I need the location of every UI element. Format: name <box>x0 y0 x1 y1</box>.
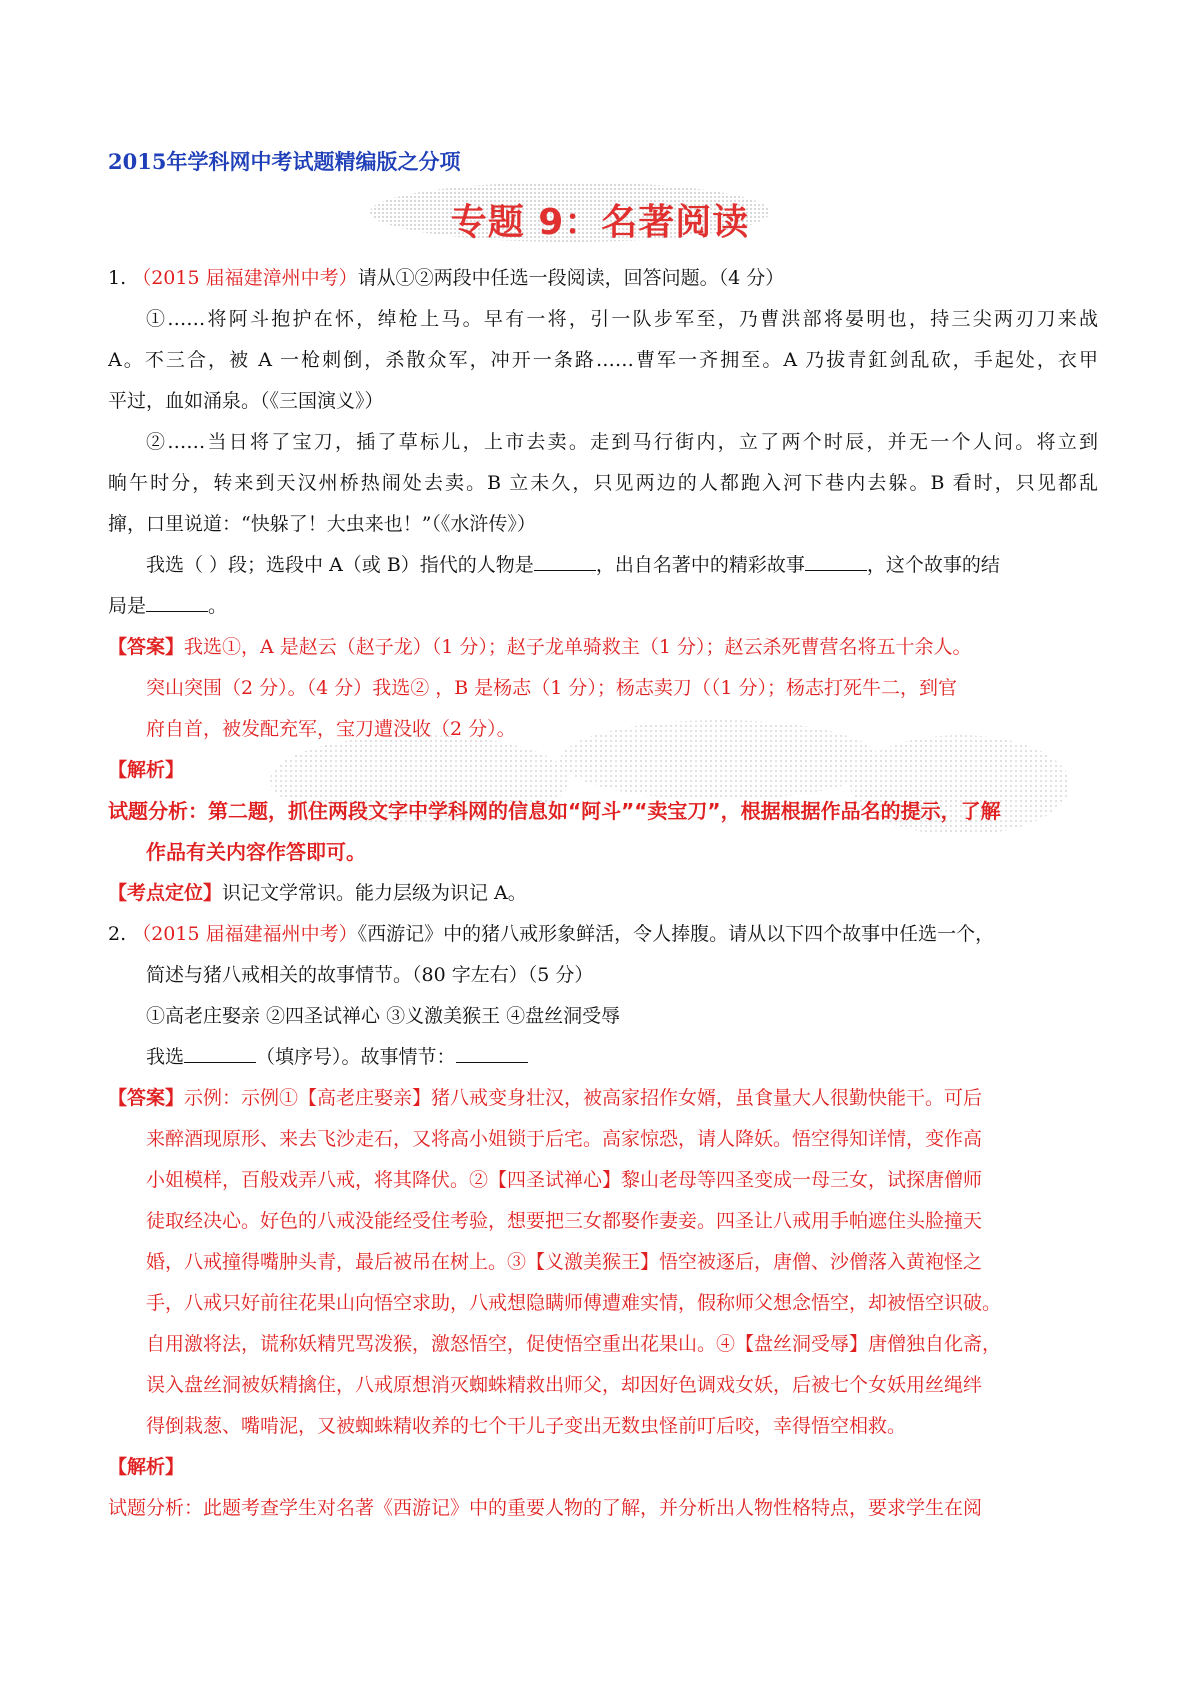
answer-blank <box>456 1044 528 1063</box>
question-number: 1. <box>108 267 127 289</box>
answer-line: 突山突围（2 分）。（4 分）我选② ，B 是杨志（1 分）；杨志卖刀（（1 分）；杨志打死牛二，到官 <box>146 677 958 699</box>
page-title: 专题 9：名著阅读 <box>450 202 750 243</box>
question-1-header <box>108 258 1098 299</box>
passage-line: 平过，血如涌泉。（《三国演义》） <box>108 390 384 412</box>
task-text: 。 <box>208 595 228 617</box>
analysis-line: 试题分析：第二题，抓住两段文字中学科网的信息如“阿斗”“卖宝刀”，根据根据作品名的提示，了解 <box>108 799 1001 823</box>
answer-line: 婚，八戒撞得嘴肿头青，最后被吊在树上。③【义激美猴王】悟空被逐后，唐僧、沙僧落入黄袍怪之 <box>146 1251 983 1273</box>
answer-blank <box>184 1044 256 1063</box>
passage-line: 撺，口里说道：“快躲了！大虫来也！”（《水浒传》） <box>108 513 536 535</box>
answer-line: 府自首，被发配充军，宝刀遭没收（2 分）。 <box>146 718 516 740</box>
task-text: 我选（ ）段；选段中 A（或 B）指代的人物是 <box>146 554 534 576</box>
analysis-line: 作品有关内容作答即可。 <box>146 840 366 864</box>
answer-line: 得倒栽葱、嘴啃泥，又被蜘蛛精收养的七个干儿子变出无数虫怪前叮后咬，幸得悟空相救。 <box>146 1415 907 1437</box>
point-location <box>108 873 1098 914</box>
question-number: 2. <box>108 923 127 945</box>
question-2-header <box>108 914 1098 955</box>
task-text: （填序号）。故事情节： <box>256 1046 456 1068</box>
task-text: ，这个故事的结 <box>866 554 1000 576</box>
answer-blank <box>805 552 867 571</box>
answer-block <box>108 1078 1098 1119</box>
passage-line: ①……将阿斗抱护在怀，绰枪上马。早有一将，引一队步军至，乃曹洪部将晏明也，持三尖两刃刀来战 <box>146 308 1098 330</box>
answer-blank <box>146 593 208 612</box>
fill-task <box>108 1037 1098 1078</box>
answer-line: 示例：示例①【高老庄娶亲】猪八戒变身壮汉，被高家招作女婿，虽食量大人很勤快能干。可后 <box>184 1087 983 1109</box>
task-text: 局是 <box>108 595 147 617</box>
answer-line: 误入盘丝洞被妖精擒住，八戒原想消灭蜘蛛精救出师父，却因好色调戏女妖，后被七个女妖用丝绳绊 <box>146 1374 983 1396</box>
analysis-tag: 【解析】 <box>108 759 185 781</box>
question-source: （2015 届福建福州中考） <box>132 923 358 945</box>
analysis-tag: 【解析】 <box>108 1456 185 1478</box>
answer-block <box>108 627 1098 668</box>
question-prompt: 简述与猪八戒相关的故事情节。（80 字左右）（5 分） <box>146 964 594 986</box>
answer-blank <box>534 552 596 571</box>
passage-line: 晌午时分，转来到天汉州桥热闹处去卖。B 立未久，只见两边的人都跑入河下巷内去躲。B 看时，只见都乱 <box>108 472 1098 494</box>
answer-line: 徒取经决心。好色的八戒没能经受住考验，想要把三女都娶作妻妾。四圣让八戒用手帕遮住头脸撞天 <box>146 1210 983 1232</box>
answer-line: 手，八戒只好前往花果山向悟空求助，八戒想隐瞒师傅遭难实情，假称师父想念悟空，却被悟空识破。 <box>146 1292 1002 1314</box>
answer-line: 我选①，A 是赵云（赵子龙）（1 分）；赵子龙单骑救主（1 分）；赵云杀死曹营名将五十余人。 <box>184 636 972 658</box>
task-text: 我选 <box>146 1046 185 1068</box>
document-body <box>108 258 1098 1529</box>
passage-line: A。不三合，被 A 一枪刺倒，杀散众军，冲开一条路……曹军一齐拥至。A 乃拔青釭剑乱砍，手起处，衣甲 <box>108 349 1098 371</box>
answer-tag: 【答案】 <box>108 1087 185 1109</box>
analysis-line: 试题分析：此题考查学生对名著《西游记》中的重要人物的了解，并分析出人物性格特点，要求学生在阅 <box>108 1497 983 1519</box>
fill-task <box>108 545 1098 586</box>
answer-line: 小姐模样，百般戏弄八戒，将其降伏。②【四圣试禅心】黎山老母等四圣变成一母三女，试探唐僧师 <box>146 1169 983 1191</box>
answer-line: 来醉酒现原形、来去飞沙走石，又将高小姐锁于后宅。高家惊恐，请人降妖。悟空得知详情，变作高 <box>146 1128 983 1150</box>
question-prompt: 《西游记》中的猪八戒形象鲜活，令人捧腹。请从以下四个故事中任选一个， <box>357 923 995 945</box>
answer-tag: 【答案】 <box>108 636 185 658</box>
story-options: ①高老庄娶亲 ②四圣试禅心 ③义激美猴王 ④盘丝洞受辱 <box>146 1005 621 1027</box>
fill-task <box>108 586 1098 627</box>
question-prompt: 请从①②两段中任选一段阅读，回答问题。（4 分） <box>357 267 785 289</box>
passage-line: ②……当日将了宝刀，插了草标儿，上市去卖。走到马行街内，立了两个时辰，并无一个人问。将立到 <box>146 431 1098 453</box>
question-source: （2015 届福建漳州中考） <box>132 267 358 289</box>
task-text: ，出自名著中的精彩故事 <box>595 554 805 576</box>
point-text: 识记文学常识。能力层级为识记 A。 <box>222 882 527 904</box>
point-tag: 【考点定位】 <box>108 882 223 904</box>
answer-line: 自用激将法，谎称妖精咒骂泼猴，激怒悟空，促使悟空重出花果山。④【盘丝洞受辱】唐僧独自化斋， <box>146 1333 1002 1355</box>
collection-title: 2015年学科网中考试题精编版之分项 <box>108 149 461 174</box>
